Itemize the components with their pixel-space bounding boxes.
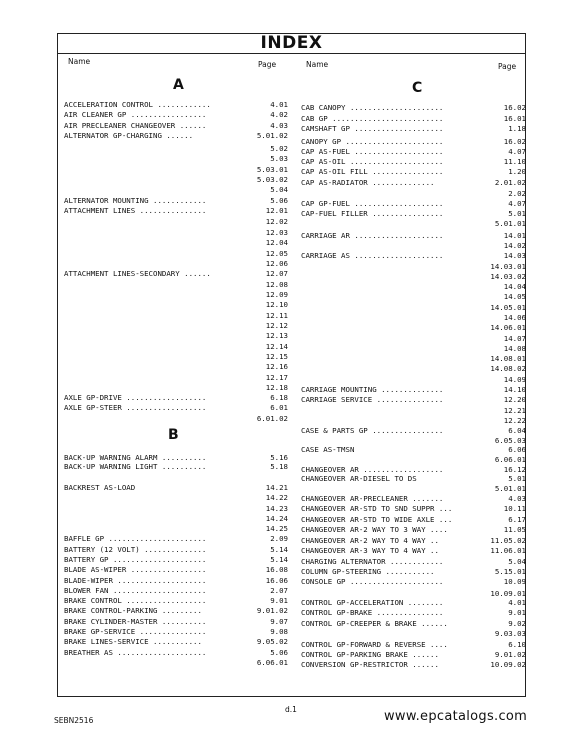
section-letter-a: A — [173, 77, 184, 93]
entry-page: 6.01.02 — [256, 414, 288, 423]
entry-page: 2.09 — [270, 534, 288, 543]
entry-page: 14.03 — [503, 251, 526, 260]
index-entry — [301, 199, 526, 209]
index-entry — [64, 545, 288, 555]
entry-name: AXLE GP-DRIVE .................. — [64, 393, 207, 402]
index-entry — [301, 525, 526, 535]
index-entry — [64, 154, 288, 164]
entry-name: BATTERY GP ..................... — [64, 555, 207, 564]
index-entry — [64, 586, 288, 596]
entry-name: CHANGEOVER AR .................. — [301, 465, 444, 474]
entry-page: 12.14 — [265, 342, 288, 351]
index-entry — [301, 406, 526, 416]
entry-page: 14.25 — [265, 524, 288, 533]
entry-page: 14.05.01 — [490, 303, 526, 312]
entry-page: 14.10 — [503, 385, 526, 394]
index-entry — [64, 648, 288, 658]
entry-page: 12.12 — [265, 321, 288, 330]
section-letter-b: B — [168, 427, 179, 443]
entry-name: BAFFLE GP ...................... — [64, 534, 207, 543]
entry-name: CAP AS-RADIATOR .............. — [301, 178, 435, 187]
entry-page: 12.21 — [503, 406, 526, 415]
index-entry — [301, 178, 526, 188]
index-entry — [301, 608, 526, 618]
index-entry — [301, 395, 526, 405]
entry-page: 12.16 — [265, 362, 288, 371]
index-entry — [301, 577, 526, 587]
index-entry — [301, 334, 526, 344]
entry-name: CAP AS-OIL FILL ................ — [301, 167, 444, 176]
entry-page: 9.01 — [270, 596, 288, 605]
entry-page: 12.09 — [265, 290, 288, 299]
index-entry — [301, 167, 526, 177]
entry-page: 12.07 — [265, 269, 288, 278]
index-entry — [301, 282, 526, 292]
document-id: SEBN2516 — [54, 716, 94, 725]
entry-name: CAP-FUEL FILLER ................ — [301, 209, 444, 218]
index-entry — [301, 455, 526, 465]
entry-page: 5.04 — [270, 185, 288, 194]
entry-name: CAB GP ......................... — [301, 114, 444, 123]
index-entry — [64, 576, 288, 586]
entry-page: 10.11 — [503, 504, 526, 513]
entry-name: CONTROL GP-BRAKE ............... — [301, 608, 444, 617]
index-entry — [64, 352, 288, 362]
entry-page: 16.01 — [503, 114, 526, 123]
entry-name: CARRIAGE AR .................... — [301, 231, 444, 240]
index-entry — [64, 100, 288, 110]
entry-page: 5.15.01 — [494, 567, 526, 576]
entry-page: 14.02 — [503, 241, 526, 250]
entry-page: 16.02 — [503, 137, 526, 146]
index-entry — [301, 124, 526, 134]
entry-page: 6.06.01 — [256, 658, 288, 667]
entry-page: 14.01 — [503, 231, 526, 240]
entry-page: 4.03 — [508, 494, 526, 503]
entry-page: 11.10 — [503, 157, 526, 166]
entry-page: 12.18 — [265, 383, 288, 392]
index-entry — [64, 185, 288, 195]
index-entry — [301, 640, 526, 650]
entry-name: CAP GP-FUEL .................... — [301, 199, 444, 208]
index-entry — [301, 147, 526, 157]
index-entry — [64, 483, 288, 493]
index-entry — [64, 269, 288, 279]
entry-name: CARRIAGE AS .................... — [301, 251, 444, 260]
index-entry — [301, 323, 526, 333]
entry-page: 6.05.03 — [494, 436, 526, 445]
index-entry — [64, 280, 288, 290]
entry-page: 14.06 — [503, 313, 526, 322]
entry-name: BLOWER FAN ..................... — [64, 586, 207, 595]
entry-page: 12.08 — [265, 280, 288, 289]
entry-page: 12.10 — [265, 300, 288, 309]
entry-page: 14.08.02 — [490, 364, 526, 373]
entry-name: CHARGING ALTERNATOR ............ — [301, 557, 444, 566]
entry-page: 14.03.01 — [490, 262, 526, 271]
entry-page: 16.02 — [503, 103, 526, 112]
entry-name: CHANGEOVER AR-2 WAY TO 4 WAY .. — [301, 536, 439, 545]
entry-page: 11.06.01 — [490, 546, 526, 555]
entry-name: ALTERNATOR GP-CHARGING ...... — [64, 131, 194, 140]
index-entry — [64, 617, 288, 627]
index-entry — [64, 110, 288, 120]
entry-page: 14.22 — [265, 493, 288, 502]
entry-page: 6.04 — [508, 426, 526, 435]
index-entry — [64, 217, 288, 227]
entry-page: 12.02 — [265, 217, 288, 226]
entry-page: 16.06 — [265, 576, 288, 585]
index-entry — [64, 290, 288, 300]
entry-name: AIR PRECLEANER CHANGEOVER ...... — [64, 121, 207, 130]
entry-page: 4.02 — [270, 110, 288, 119]
index-entry — [64, 462, 288, 472]
entry-page: 9.03.03 — [494, 629, 526, 638]
entry-name: CARRIAGE MOUNTING .............. — [301, 385, 444, 394]
entry-page: 5.03 — [270, 154, 288, 163]
entry-page: 2.07 — [270, 586, 288, 595]
index-entry — [64, 196, 288, 206]
index-entry — [64, 565, 288, 575]
entry-name: BACKREST AS-LOAD — [64, 483, 136, 492]
entry-name: BLADE-WIPER .................... — [64, 576, 207, 585]
entry-name: CAMSHAFT GP .................... — [301, 124, 444, 133]
index-entry — [64, 637, 288, 647]
entry-name: ATTACHMENT LINES-SECONDARY ...... — [64, 269, 211, 278]
entry-page: 12.11 — [265, 311, 288, 320]
index-entry — [301, 354, 526, 364]
index-entry — [301, 515, 526, 525]
entry-page: 11.05 — [503, 525, 526, 534]
entry-page: 4.07 — [508, 199, 526, 208]
entry-page: 12.06 — [265, 259, 288, 268]
entry-name: BRAKE CYLINDER-MASTER .......... — [64, 617, 207, 626]
entry-page: 9.08 — [270, 627, 288, 636]
entry-page: 10.09 — [503, 577, 526, 586]
entry-page: 6.17 — [508, 515, 526, 524]
index-entry — [64, 300, 288, 310]
entry-name: BACK-UP WARNING LIGHT .......... — [64, 462, 207, 471]
index-entry — [301, 103, 526, 113]
index-entry — [64, 493, 288, 503]
entry-page: 16.08 — [265, 565, 288, 574]
page-title: INDEX — [57, 33, 526, 54]
index-entry — [64, 555, 288, 565]
entry-page: 11.05.02 — [490, 536, 526, 545]
index-entry — [64, 144, 288, 154]
index-entry — [64, 504, 288, 514]
index-entry — [64, 606, 288, 616]
right-column — [301, 103, 526, 698]
entry-name: CASE AS-TMSN — [301, 445, 355, 454]
entry-page: 14.04 — [503, 282, 526, 291]
entry-name: CONVERSION GP-RESTRICTOR ...... — [301, 660, 439, 669]
index-entry — [64, 259, 288, 269]
index-entry — [64, 228, 288, 238]
entry-name: CONSOLE GP ..................... — [301, 577, 444, 586]
index-entry — [301, 557, 526, 567]
entry-page: 12.22 — [503, 416, 526, 425]
index-entry — [301, 567, 526, 577]
entry-name: AXLE GP-STEER .................. — [64, 403, 207, 412]
entry-page: 2.02 — [508, 189, 526, 198]
entry-page: 9.07 — [270, 617, 288, 626]
watermark-url: www.epcatalogs.com — [384, 709, 528, 724]
entry-name: CONTROL GP-ACCELERATION ........ — [301, 598, 444, 607]
entry-page: 6.06.01 — [494, 455, 526, 464]
index-entry — [301, 313, 526, 323]
index-entry — [301, 546, 526, 556]
entry-name: CAB CANOPY ..................... — [301, 103, 444, 112]
entry-page: 12.03 — [265, 228, 288, 237]
index-entry — [301, 650, 526, 660]
entry-page: 9.01.02 — [256, 606, 288, 615]
entry-page: 6.01 — [270, 403, 288, 412]
entry-name: BLADE AS-WIPER ................. — [64, 565, 207, 574]
index-entry — [301, 426, 526, 436]
index-entry — [64, 175, 288, 185]
index-entry — [301, 231, 526, 241]
entry-page: 5.03.01 — [256, 165, 288, 174]
index-entry — [64, 321, 288, 331]
index-entry — [301, 137, 526, 147]
entry-page: 9.02 — [508, 619, 526, 628]
index-entry — [301, 344, 526, 354]
entry-page: 5.03.02 — [256, 175, 288, 184]
entry-page: 5.01.01 — [494, 219, 526, 228]
index-entry — [64, 403, 288, 413]
index-entry — [301, 445, 526, 455]
index-entry — [64, 342, 288, 352]
entry-page: 5.01.01 — [494, 484, 526, 493]
index-entry — [64, 658, 288, 668]
section-letter-c: C — [412, 80, 423, 96]
entry-page: 14.09 — [503, 375, 526, 384]
entry-name: CONTROL GP-CREEPER & BRAKE ...... — [301, 619, 448, 628]
entry-name: ACCELERATION CONTROL ............ — [64, 100, 211, 109]
index-entry — [64, 514, 288, 524]
entry-page: 12.13 — [265, 331, 288, 340]
entry-page: 5.18 — [270, 462, 288, 471]
index-entry — [301, 251, 526, 261]
entry-name: COLUMN GP-STEERING ........... — [301, 567, 435, 576]
left-name-header: Name — [68, 57, 91, 66]
entry-name: BRAKE CONTROL-PARKING ......... — [64, 606, 202, 615]
entry-page: 10.09.02 — [490, 660, 526, 669]
right-page-header: Page — [498, 62, 517, 71]
entry-name: CHANGEOVER AR-DIESEL TO DS — [301, 474, 417, 483]
entry-page: 5.16 — [270, 453, 288, 462]
entry-name: BATTERY (12 VOLT) .............. — [64, 545, 207, 554]
entry-page: 9.01.02 — [494, 650, 526, 659]
entry-name: CHANGEOVER AR-3 WAY TO 4 WAY .. — [301, 546, 439, 555]
entry-page: 4.07 — [508, 147, 526, 156]
entry-name: BRAKE GP-SERVICE ............... — [64, 627, 207, 636]
index-entry — [64, 373, 288, 383]
left-page-header: Page — [258, 60, 277, 69]
entry-name: CHANGEOVER AR-STD TO SND SUPPR ... — [301, 504, 453, 513]
entry-page: 1.18 — [508, 124, 526, 133]
entry-name: BRAKE CONTROL .................. — [64, 596, 207, 605]
entry-name: CASE & PARTS GP ................ — [301, 426, 444, 435]
entry-name: CAP AS-OIL ..................... — [301, 157, 444, 166]
entry-name: CANOPY GP ...................... — [301, 137, 444, 146]
index-entry — [301, 474, 526, 484]
entry-name: CONTROL GP-PARKING BRAKE ...... — [301, 650, 439, 659]
index-entry — [64, 524, 288, 534]
index-entry — [301, 598, 526, 608]
index-entry — [301, 241, 526, 251]
entry-name: BREATHER AS .................... — [64, 648, 207, 657]
entry-page: 14.23 — [265, 504, 288, 513]
entry-page: 5.14 — [270, 545, 288, 554]
entry-page: 14.07 — [503, 334, 526, 343]
entry-page: 4.01 — [270, 100, 288, 109]
entry-name: CAP AS-FUEL .................... — [301, 147, 444, 156]
entry-name: CHANGEOVER AR-STD TO WIDE AXLE ... — [301, 515, 453, 524]
index-entry — [64, 206, 288, 216]
entry-name: ATTACHMENT LINES ............... — [64, 206, 207, 215]
left-column — [64, 100, 288, 667]
entry-page: 14.03.02 — [490, 272, 526, 281]
index-entry — [64, 249, 288, 259]
entry-page: 12.20 — [503, 395, 526, 404]
entry-page: 4.03 — [270, 121, 288, 130]
right-name-header: Name — [306, 60, 329, 69]
entry-page: 5.02 — [270, 144, 288, 153]
entry-page: 5.14 — [270, 555, 288, 564]
index-entry — [301, 189, 526, 199]
index-entry — [301, 272, 526, 282]
entry-page: 6.10 — [508, 640, 526, 649]
entry-page: 14.24 — [265, 514, 288, 523]
index-entry — [301, 660, 526, 670]
entry-page: 9.05.02 — [256, 637, 288, 646]
entry-page: 2.01.02 — [494, 178, 526, 187]
entry-name: CONTROL GP-FORWARD & REVERSE .... — [301, 640, 448, 649]
index-entry — [301, 484, 526, 494]
entry-page: 5.06 — [270, 648, 288, 657]
index-entry — [301, 494, 526, 504]
entry-page: 5.06 — [270, 196, 288, 205]
entry-page: 6.18 — [270, 393, 288, 402]
entry-name: CHANGEOVER AR-2 WAY TO 3 WAY .... — [301, 525, 448, 534]
page-number: d.1 — [285, 705, 297, 714]
entry-page: 14.06.01 — [490, 323, 526, 332]
index-entry — [64, 596, 288, 606]
index-entry — [301, 536, 526, 546]
index-entry — [301, 629, 526, 639]
entry-page: 5.01.02 — [256, 131, 288, 140]
entry-page: 12.01 — [265, 206, 288, 215]
entry-page: 9.01 — [508, 608, 526, 617]
index-entry — [64, 131, 288, 141]
entry-page: 16.12 — [503, 465, 526, 474]
index-entry — [301, 209, 526, 219]
index-entry — [301, 114, 526, 124]
entry-name: BACK-UP WARNING ALARM .......... — [64, 453, 207, 462]
entry-page: 6.06 — [508, 445, 526, 454]
index-entry — [64, 238, 288, 248]
entry-page: 14.05 — [503, 292, 526, 301]
entry-page: 12.15 — [265, 352, 288, 361]
index-entry — [301, 504, 526, 514]
index-entry — [301, 364, 526, 374]
entry-name: BRAKE LINES-SERVICE ........... — [64, 637, 202, 646]
entry-page: 12.05 — [265, 249, 288, 258]
index-entry — [301, 303, 526, 313]
entry-page: 14.21 — [265, 483, 288, 492]
index-entry — [64, 331, 288, 341]
index-entry — [64, 121, 288, 131]
entry-page: 14.08.01 — [490, 354, 526, 363]
entry-page: 5.01 — [508, 474, 526, 483]
index-entry — [64, 165, 288, 175]
entry-page: 5.04 — [508, 557, 526, 566]
index-entry — [64, 534, 288, 544]
entry-page: 10.09.01 — [490, 589, 526, 598]
entry-page: 4.01 — [508, 598, 526, 607]
entry-name: CHANGEOVER AR-PRECLEANER ....... — [301, 494, 444, 503]
index-entry — [301, 416, 526, 426]
entry-page: 1.20 — [508, 167, 526, 176]
index-entry — [301, 619, 526, 629]
index-entry — [64, 383, 288, 393]
index-entry — [64, 414, 288, 424]
entry-page: 12.17 — [265, 373, 288, 382]
entry-name: ALTERNATOR MOUNTING ............ — [64, 196, 207, 205]
entry-name: AIR CLEANER GP ................. — [64, 110, 207, 119]
index-entry — [301, 219, 526, 229]
entry-name: CARRIAGE SERVICE ............... — [301, 395, 444, 404]
index-entry — [64, 627, 288, 637]
entry-page: 5.01 — [508, 209, 526, 218]
index-entry — [301, 375, 526, 385]
index-entry — [64, 393, 288, 403]
entry-page: 12.04 — [265, 238, 288, 247]
index-entry — [301, 292, 526, 302]
index-entry — [301, 385, 526, 395]
index-entry — [64, 311, 288, 321]
index-entry — [301, 157, 526, 167]
index-entry — [301, 262, 526, 272]
index-entry — [64, 362, 288, 372]
entry-page: 14.08 — [503, 344, 526, 353]
